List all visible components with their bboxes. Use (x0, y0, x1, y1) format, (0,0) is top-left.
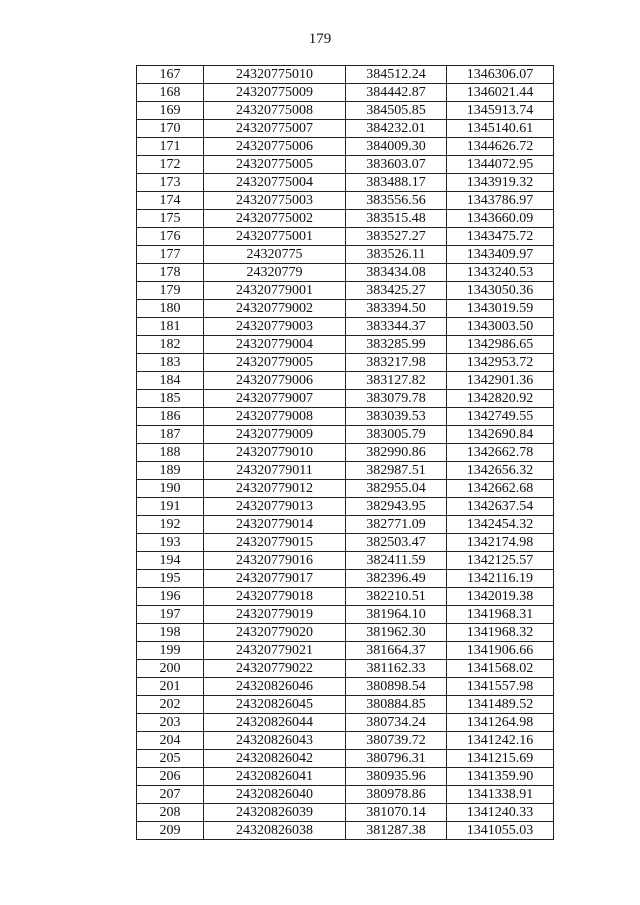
row-number-cell: 199 (137, 642, 204, 660)
y-coordinate-cell: 1343919.32 (447, 174, 554, 192)
table-row (137, 480, 554, 498)
x-coordinate-cell: 383394.50 (346, 300, 447, 318)
y-coordinate-cell: 1341338.91 (447, 786, 554, 804)
y-coordinate-cell: 1341557.98 (447, 678, 554, 696)
row-number-cell: 177 (137, 246, 204, 264)
point-id-cell: 24320779001 (204, 282, 346, 300)
x-coordinate-cell: 382990.86 (346, 444, 447, 462)
row-number-cell: 167 (137, 66, 204, 84)
row-number-cell: 192 (137, 516, 204, 534)
point-id-cell: 24320775009 (204, 84, 346, 102)
x-coordinate-cell: 380978.86 (346, 786, 447, 804)
table-row (137, 552, 554, 570)
y-coordinate-cell: 1342690.84 (447, 426, 554, 444)
point-id-cell: 24320775001 (204, 228, 346, 246)
x-coordinate-cell: 382771.09 (346, 516, 447, 534)
row-number-cell: 186 (137, 408, 204, 426)
x-coordinate-cell: 384009.30 (346, 138, 447, 156)
y-coordinate-cell: 1343050.36 (447, 282, 554, 300)
row-number-cell: 190 (137, 480, 204, 498)
point-id-cell: 24320826046 (204, 678, 346, 696)
row-number-cell: 208 (137, 804, 204, 822)
table-row (137, 264, 554, 282)
row-number-cell: 173 (137, 174, 204, 192)
table-row (137, 624, 554, 642)
row-number-cell: 170 (137, 120, 204, 138)
row-number-cell: 205 (137, 750, 204, 768)
x-coordinate-cell: 381070.14 (346, 804, 447, 822)
x-coordinate-cell: 382943.95 (346, 498, 447, 516)
point-id-cell: 24320775 (204, 246, 346, 264)
table-row (137, 138, 554, 156)
point-id-cell: 24320826044 (204, 714, 346, 732)
row-number-cell: 180 (137, 300, 204, 318)
row-number-cell: 172 (137, 156, 204, 174)
y-coordinate-cell: 1343240.53 (447, 264, 554, 282)
x-coordinate-cell: 383526.11 (346, 246, 447, 264)
table-row (137, 228, 554, 246)
table-row (137, 336, 554, 354)
y-coordinate-cell: 1343660.09 (447, 210, 554, 228)
y-coordinate-cell: 1342953.72 (447, 354, 554, 372)
y-coordinate-cell: 1342662.68 (447, 480, 554, 498)
row-number-cell: 198 (137, 624, 204, 642)
table-row (137, 822, 554, 840)
row-number-cell: 185 (137, 390, 204, 408)
x-coordinate-cell: 384442.87 (346, 84, 447, 102)
point-id-cell: 24320775003 (204, 192, 346, 210)
table-row (137, 768, 554, 786)
table-row (137, 678, 554, 696)
table-row (137, 570, 554, 588)
x-coordinate-cell: 383425.27 (346, 282, 447, 300)
y-coordinate-cell: 1341240.33 (447, 804, 554, 822)
y-coordinate-cell: 1341359.90 (447, 768, 554, 786)
x-coordinate-cell: 383127.82 (346, 372, 447, 390)
y-coordinate-cell: 1341906.66 (447, 642, 554, 660)
y-coordinate-cell: 1341489.52 (447, 696, 554, 714)
point-id-cell: 24320779010 (204, 444, 346, 462)
table-row (137, 102, 554, 120)
point-id-cell: 24320826045 (204, 696, 346, 714)
point-id-cell: 24320826039 (204, 804, 346, 822)
point-id-cell: 24320775005 (204, 156, 346, 174)
point-id-cell: 24320779014 (204, 516, 346, 534)
x-coordinate-cell: 383005.79 (346, 426, 447, 444)
x-coordinate-cell: 383285.99 (346, 336, 447, 354)
y-coordinate-cell: 1342901.36 (447, 372, 554, 390)
table-row (137, 750, 554, 768)
x-coordinate-cell: 383039.53 (346, 408, 447, 426)
table-row (137, 660, 554, 678)
y-coordinate-cell: 1342454.32 (447, 516, 554, 534)
y-coordinate-cell: 1344626.72 (447, 138, 554, 156)
point-id-cell: 24320826040 (204, 786, 346, 804)
y-coordinate-cell: 1341055.03 (447, 822, 554, 840)
row-number-cell: 209 (137, 822, 204, 840)
row-number-cell: 202 (137, 696, 204, 714)
table-row (137, 300, 554, 318)
table-row (137, 408, 554, 426)
table-row (137, 174, 554, 192)
x-coordinate-cell: 384512.24 (346, 66, 447, 84)
x-coordinate-cell: 381964.10 (346, 606, 447, 624)
row-number-cell: 175 (137, 210, 204, 228)
table-row (137, 318, 554, 336)
x-coordinate-cell: 383515.48 (346, 210, 447, 228)
row-number-cell: 195 (137, 570, 204, 588)
point-id-cell: 24320779 (204, 264, 346, 282)
coordinates-table (136, 65, 554, 840)
point-id-cell: 24320779017 (204, 570, 346, 588)
row-number-cell: 207 (137, 786, 204, 804)
y-coordinate-cell: 1341568.02 (447, 660, 554, 678)
table-row (137, 696, 554, 714)
x-coordinate-cell: 383434.08 (346, 264, 447, 282)
x-coordinate-cell: 380739.72 (346, 732, 447, 750)
row-number-cell: 189 (137, 462, 204, 480)
table-row (137, 498, 554, 516)
x-coordinate-cell: 382987.51 (346, 462, 447, 480)
point-id-cell: 24320826042 (204, 750, 346, 768)
point-id-cell: 24320775007 (204, 120, 346, 138)
table-row (137, 192, 554, 210)
x-coordinate-cell: 381162.33 (346, 660, 447, 678)
row-number-cell: 197 (137, 606, 204, 624)
table-row (137, 714, 554, 732)
row-number-cell: 168 (137, 84, 204, 102)
table-row (137, 444, 554, 462)
y-coordinate-cell: 1342125.57 (447, 552, 554, 570)
table-row (137, 354, 554, 372)
point-id-cell: 24320779009 (204, 426, 346, 444)
x-coordinate-cell: 382503.47 (346, 534, 447, 552)
y-coordinate-cell: 1341968.32 (447, 624, 554, 642)
table-row (137, 120, 554, 138)
table-row (137, 786, 554, 804)
y-coordinate-cell: 1343409.97 (447, 246, 554, 264)
x-coordinate-cell: 381287.38 (346, 822, 447, 840)
table-row (137, 156, 554, 174)
point-id-cell: 24320779011 (204, 462, 346, 480)
table-row (137, 462, 554, 480)
point-id-cell: 24320826038 (204, 822, 346, 840)
point-id-cell: 24320826041 (204, 768, 346, 786)
row-number-cell: 191 (137, 498, 204, 516)
row-number-cell: 184 (137, 372, 204, 390)
point-id-cell: 24320779007 (204, 390, 346, 408)
point-id-cell: 24320779018 (204, 588, 346, 606)
table-row (137, 606, 554, 624)
y-coordinate-cell: 1346021.44 (447, 84, 554, 102)
row-number-cell: 176 (137, 228, 204, 246)
table-row (137, 66, 554, 84)
point-id-cell: 24320775004 (204, 174, 346, 192)
point-id-cell: 24320779019 (204, 606, 346, 624)
table-row (137, 642, 554, 660)
y-coordinate-cell: 1343475.72 (447, 228, 554, 246)
x-coordinate-cell: 382396.49 (346, 570, 447, 588)
point-id-cell: 24320779005 (204, 354, 346, 372)
x-coordinate-cell: 383217.98 (346, 354, 447, 372)
y-coordinate-cell: 1342019.38 (447, 588, 554, 606)
y-coordinate-cell: 1342820.92 (447, 390, 554, 408)
table-row (137, 372, 554, 390)
y-coordinate-cell: 1342749.55 (447, 408, 554, 426)
point-id-cell: 24320779004 (204, 336, 346, 354)
table-row (137, 804, 554, 822)
x-coordinate-cell: 383079.78 (346, 390, 447, 408)
point-id-cell: 24320775002 (204, 210, 346, 228)
y-coordinate-cell: 1343786.97 (447, 192, 554, 210)
row-number-cell: 193 (137, 534, 204, 552)
row-number-cell: 188 (137, 444, 204, 462)
point-id-cell: 24320779015 (204, 534, 346, 552)
point-id-cell: 24320779008 (204, 408, 346, 426)
row-number-cell: 179 (137, 282, 204, 300)
y-coordinate-cell: 1341264.98 (447, 714, 554, 732)
table-row (137, 246, 554, 264)
x-coordinate-cell: 382210.51 (346, 588, 447, 606)
table-row (137, 426, 554, 444)
x-coordinate-cell: 380734.24 (346, 714, 447, 732)
x-coordinate-cell: 383344.37 (346, 318, 447, 336)
x-coordinate-cell: 384505.85 (346, 102, 447, 120)
row-number-cell: 196 (137, 588, 204, 606)
point-id-cell: 24320779020 (204, 624, 346, 642)
row-number-cell: 204 (137, 732, 204, 750)
page-number: 179 (308, 31, 332, 47)
y-coordinate-cell: 1342662.78 (447, 444, 554, 462)
row-number-cell: 200 (137, 660, 204, 678)
point-id-cell: 24320775008 (204, 102, 346, 120)
x-coordinate-cell: 383603.07 (346, 156, 447, 174)
point-id-cell: 24320826043 (204, 732, 346, 750)
row-number-cell: 194 (137, 552, 204, 570)
point-id-cell: 24320779012 (204, 480, 346, 498)
row-number-cell: 178 (137, 264, 204, 282)
table-row (137, 588, 554, 606)
row-number-cell: 169 (137, 102, 204, 120)
y-coordinate-cell: 1342656.32 (447, 462, 554, 480)
table-row (137, 210, 554, 228)
y-coordinate-cell: 1344072.95 (447, 156, 554, 174)
row-number-cell: 187 (137, 426, 204, 444)
row-number-cell: 201 (137, 678, 204, 696)
row-number-cell: 206 (137, 768, 204, 786)
point-id-cell: 24320775006 (204, 138, 346, 156)
y-coordinate-cell: 1343019.59 (447, 300, 554, 318)
y-coordinate-cell: 1346306.07 (447, 66, 554, 84)
table-body (137, 66, 554, 840)
table-row (137, 390, 554, 408)
row-number-cell: 203 (137, 714, 204, 732)
y-coordinate-cell: 1343003.50 (447, 318, 554, 336)
x-coordinate-cell: 384232.01 (346, 120, 447, 138)
x-coordinate-cell: 383556.56 (346, 192, 447, 210)
table-row (137, 282, 554, 300)
point-id-cell: 24320775010 (204, 66, 346, 84)
x-coordinate-cell: 383488.17 (346, 174, 447, 192)
point-id-cell: 24320779013 (204, 498, 346, 516)
table-row (137, 534, 554, 552)
point-id-cell: 24320779021 (204, 642, 346, 660)
x-coordinate-cell: 382955.04 (346, 480, 447, 498)
y-coordinate-cell: 1345140.61 (447, 120, 554, 138)
x-coordinate-cell: 380935.96 (346, 768, 447, 786)
y-coordinate-cell: 1341242.16 (447, 732, 554, 750)
y-coordinate-cell: 1341968.31 (447, 606, 554, 624)
x-coordinate-cell: 380884.85 (346, 696, 447, 714)
y-coordinate-cell: 1342986.65 (447, 336, 554, 354)
x-coordinate-cell: 380898.54 (346, 678, 447, 696)
point-id-cell: 24320779016 (204, 552, 346, 570)
table-row (137, 732, 554, 750)
point-id-cell: 24320779022 (204, 660, 346, 678)
point-id-cell: 24320779002 (204, 300, 346, 318)
y-coordinate-cell: 1342637.54 (447, 498, 554, 516)
y-coordinate-cell: 1345913.74 (447, 102, 554, 120)
y-coordinate-cell: 1342174.98 (447, 534, 554, 552)
row-number-cell: 174 (137, 192, 204, 210)
row-number-cell: 183 (137, 354, 204, 372)
point-id-cell: 24320779003 (204, 318, 346, 336)
table-row (137, 84, 554, 102)
x-coordinate-cell: 381962.30 (346, 624, 447, 642)
y-coordinate-cell: 1342116.19 (447, 570, 554, 588)
row-number-cell: 182 (137, 336, 204, 354)
point-id-cell: 24320779006 (204, 372, 346, 390)
y-coordinate-cell: 1341215.69 (447, 750, 554, 768)
row-number-cell: 171 (137, 138, 204, 156)
table-row (137, 516, 554, 534)
x-coordinate-cell: 382411.59 (346, 552, 447, 570)
x-coordinate-cell: 381664.37 (346, 642, 447, 660)
x-coordinate-cell: 383527.27 (346, 228, 447, 246)
row-number-cell: 181 (137, 318, 204, 336)
x-coordinate-cell: 380796.31 (346, 750, 447, 768)
